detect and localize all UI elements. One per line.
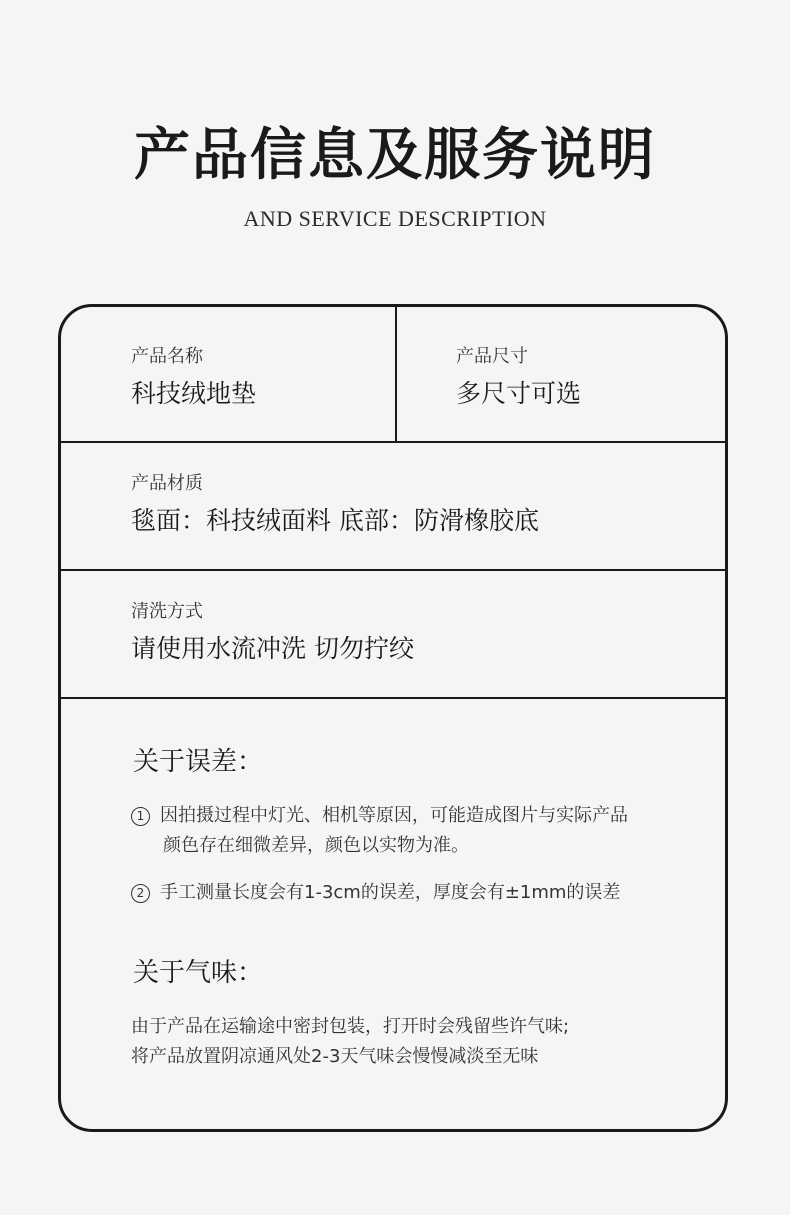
washing-method-value: 请使用水流冲洗 切勿拧绞 (131, 634, 414, 663)
error-item-1-line-1: 1 因拍摄过程中灯光、相机等原因，可能造成图片与实际产品 (131, 801, 628, 831)
info-row-material (61, 443, 725, 571)
product-size-value: 多尺寸可选 (456, 379, 582, 408)
product-size-label: 产品尺寸 (456, 346, 528, 367)
product-material-value: 毯面：科技绒面料 底部：防滑橡胶底 (131, 506, 539, 535)
error-item-2: 2 手工测量长度会有1-3cm的误差，厚度会有±1mm的误差 (131, 878, 620, 908)
product-name-cell (61, 307, 395, 441)
error-heading: 关于误差： (133, 747, 264, 777)
circled-number-1: 1 (131, 807, 150, 826)
page-subtitle: AND SERVICE DESCRIPTION (243, 206, 547, 231)
error-item-1-line-2: 颜色存在细微差异，颜色以实物为准。 (163, 835, 469, 856)
info-row-washing (61, 571, 725, 699)
odor-heading: 关于气味： (133, 958, 264, 988)
odor-line-1: 由于产品在运输途中密封包装，打开时会残留些许气味; (131, 1016, 570, 1037)
product-material-label: 产品材质 (131, 473, 203, 494)
page-title: 产品信息及服务说明 (134, 123, 656, 188)
circled-number-2: 2 (131, 884, 150, 903)
product-size-cell (397, 307, 725, 441)
info-row-name-size (61, 307, 725, 443)
info-card (58, 304, 728, 1132)
washing-method-label: 清洗方式 (131, 601, 203, 622)
odor-line-2: 将产品放置阴凉通风处2-3天气味会慢慢减淡至无味 (131, 1046, 539, 1067)
product-name-value: 科技绒地垫 (131, 379, 257, 408)
product-name-label: 产品名称 (131, 346, 203, 367)
